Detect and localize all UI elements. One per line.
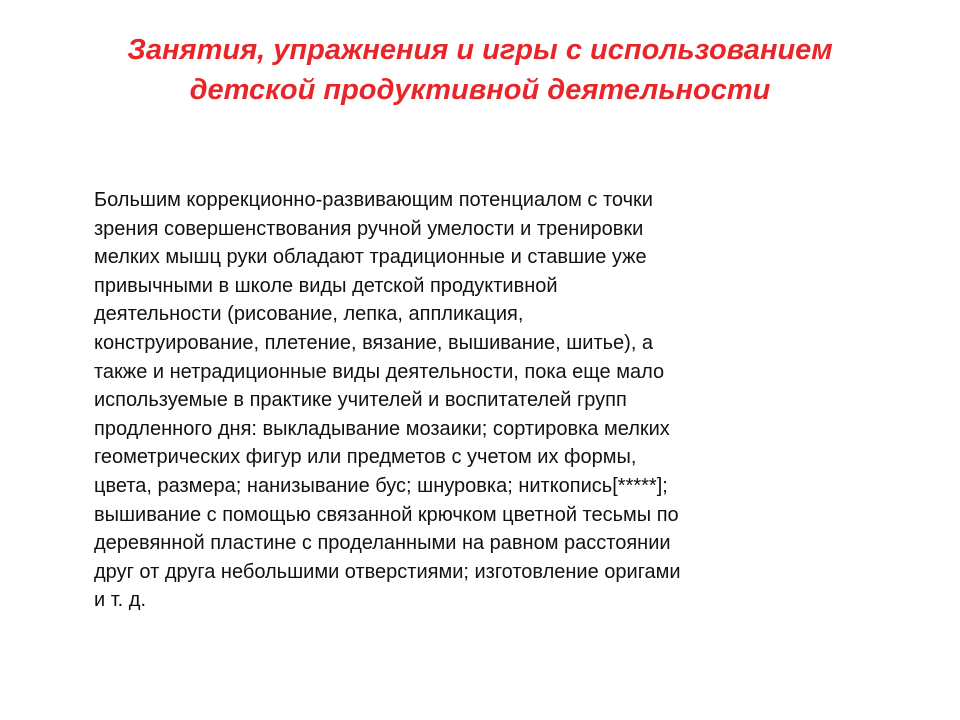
body-text-line: мелких мышц руки обладают традиционные и ставшие уже — [94, 246, 647, 269]
body-text-line: используемые в практике учителей и воспитателей групп — [94, 389, 627, 412]
slide-title — [60, 30, 900, 110]
body-text-line: деревянной пластине с проделанными на равном расстоянии — [94, 532, 671, 555]
body-text-line: привычными в школе виды детской продуктивной — [94, 274, 558, 297]
slide-title-line: детской продуктивной деятельности — [189, 74, 771, 106]
body-text-line: Большим коррекционно-развивающим потенциалом с точки — [94, 189, 653, 211]
body-text-line: цвета, размера; нанизывание бус; шнуровка; ниткопись[*****]; — [94, 474, 668, 497]
body-text-line: и т. д. — [94, 589, 147, 612]
body-text-line: вышивание с помощью связанной крючком цветной тесьмы по — [94, 503, 679, 526]
body-text-line: также и нетрадиционные виды деятельности, пока еще мало — [94, 360, 665, 383]
slide-body-text — [94, 186, 854, 615]
body-text-line: конструирование, плетение, вязание, вышивание, шитье), а — [94, 331, 654, 354]
body-text-line: зрения совершенствования ручной умелости и тренировки — [94, 217, 644, 240]
body-text-line: друг от друга небольшими отверстиями; изготовление оригами — [94, 560, 681, 583]
slide-title-line: Занятия, упражнения и игры с использованием — [127, 34, 833, 66]
body-text-line: продленного дня: выкладывание мозаики; сортировка мелких — [94, 417, 670, 440]
body-text-line: деятельности (рисование, лепка, аппликация, — [94, 303, 524, 326]
body-text-line: геометрических фигур или предметов с учетом их формы, — [94, 446, 637, 469]
